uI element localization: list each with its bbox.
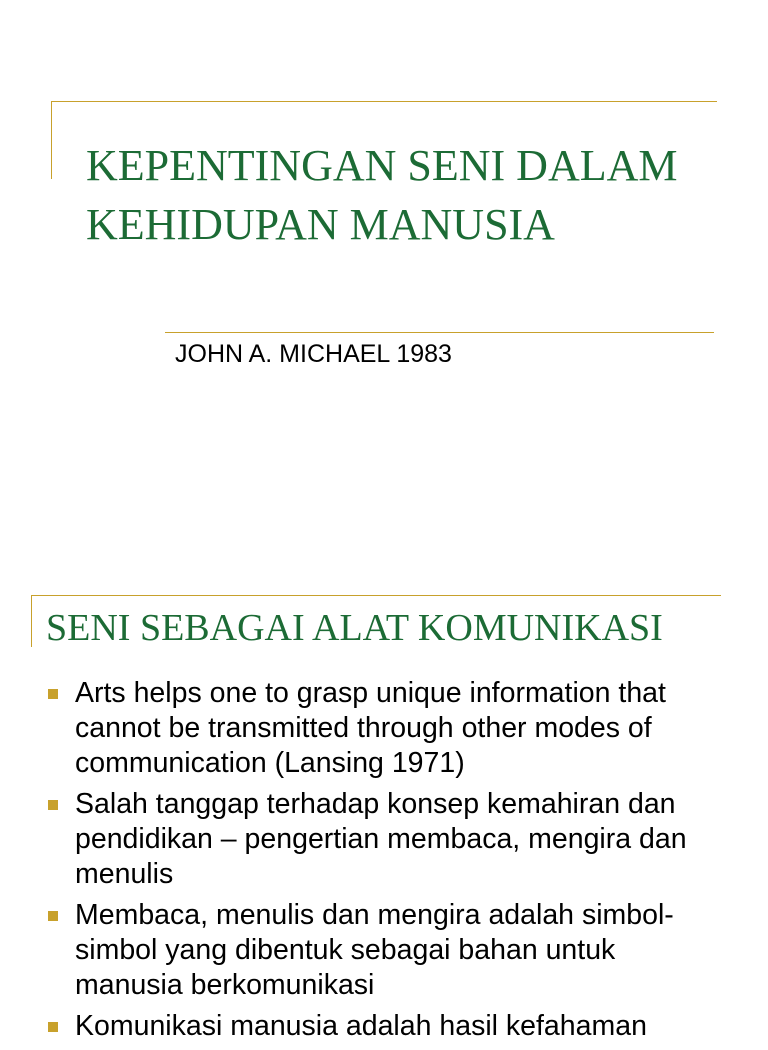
bullet-text: Salah tanggap terhadap konsep kemahiran dan pendidikan – pengertian membaca, mengira dan menulis xyxy=(75,788,687,890)
square-bullet-icon xyxy=(48,1022,58,1032)
bullet-text: Arts helps one to grasp unique information that cannot be transmitted through other modes of communication (Lansing 1971) xyxy=(75,677,666,779)
slide-heading: SENI SEBAGAI ALAT KOMUNIKASI xyxy=(46,607,663,649)
bullet-text: Membaca, menulis dan mengira adalah simbol-simbol yang dibentuk sebagai bahan untuk manusia berkomunikasi xyxy=(75,899,674,1001)
list-item xyxy=(0,1009,768,1044)
left-accent-line xyxy=(51,101,52,179)
square-bullet-icon xyxy=(48,911,58,921)
title-divider-line xyxy=(165,332,714,333)
bullet-text: Komunikasi manusia adalah hasil kefahaman xyxy=(75,1010,647,1042)
square-bullet-icon xyxy=(48,689,58,699)
list-item xyxy=(0,676,768,781)
top-accent-line xyxy=(31,595,721,596)
list-item xyxy=(0,898,768,1003)
square-bullet-icon xyxy=(48,800,58,810)
slide-title-heading: KEPENTINGAN SENI DALAM KEHIDUPAN MANUSIA xyxy=(86,141,678,249)
slide-content xyxy=(0,540,768,1042)
list-item xyxy=(0,787,768,892)
left-accent-line xyxy=(31,595,32,647)
top-accent-line xyxy=(51,101,717,102)
slide-subtitle: JOHN A. MICHAEL 1983 xyxy=(175,340,452,368)
bullet-list xyxy=(0,676,768,1050)
